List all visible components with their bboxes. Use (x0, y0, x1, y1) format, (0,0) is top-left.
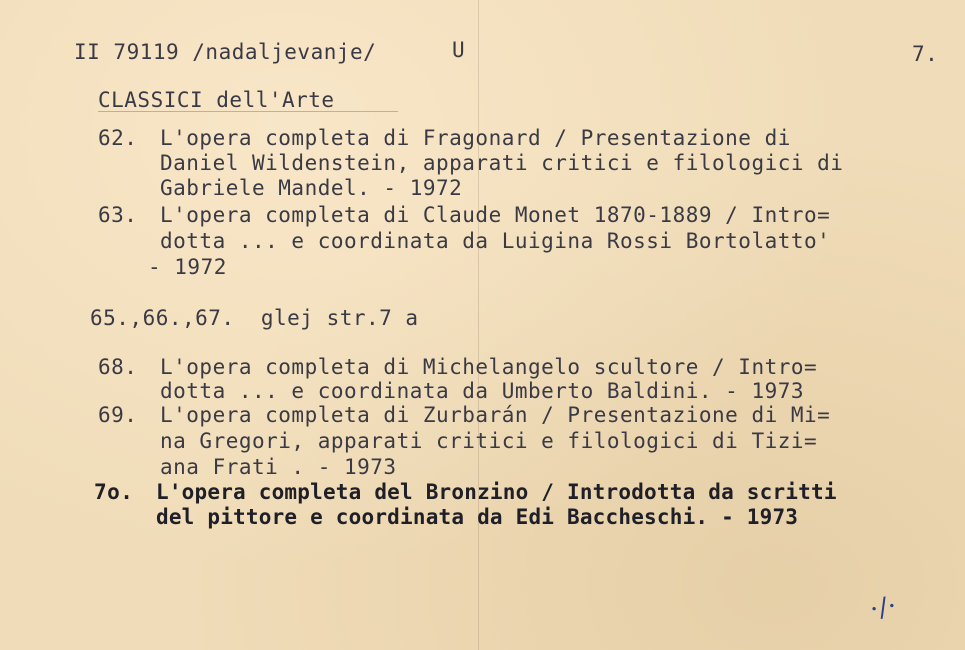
entry-line: L'opera completa di Claude Monet 1870-1889 / Intro= (160, 203, 831, 227)
entry-line: dotta ... e coordinata da Luigina Rossi Bortolatto' (160, 229, 831, 253)
entry-number: 69. (98, 403, 138, 427)
series-title: CLASSICI dell'Arte (98, 88, 335, 112)
paper-crease (478, 0, 479, 650)
entry-line: dotta ... e coordinata da Umberto Baldini. - 1973 (160, 379, 805, 403)
entry-line: L'opera completa di Michelangelo scultore / Intro= (160, 355, 818, 379)
page-number: 7. (912, 42, 939, 66)
handwritten-mark: ·/· (867, 590, 900, 626)
entry-line: Daniel Wildenstein, apparati critici e filologici di (160, 151, 844, 175)
entry-line: del pittore e coordinata da Edi Baccheschi. - 1973 (156, 505, 799, 529)
entry-line: L'opera completa di Fragonard / Presentazione di (160, 126, 791, 150)
cross-reference: 65.,66.,67. glej str.7 a (90, 306, 419, 330)
entry-number: 62. (98, 126, 138, 150)
title-underline (98, 111, 398, 112)
entry-line: Gabriele Mandel. - 1972 (160, 176, 463, 200)
entry-line: - 1972 (148, 255, 227, 279)
catalog-letter: U (452, 38, 466, 62)
catalog-number: II 79119 /nadaljevanje/ (74, 40, 377, 64)
entry-line: L'opera completa del Bronzino / Introdotta da scritti (156, 480, 837, 504)
entry-line: na Gregori, apparati critici e filologici di Tizi= (160, 429, 818, 453)
entry-line: ana Frati . - 1973 (160, 455, 397, 479)
entry-number: 7o. (94, 480, 134, 504)
entry-line: L'opera completa di Zurbarán / Presentazione di Mi= (160, 403, 831, 427)
entry-number: 68. (98, 355, 138, 379)
entry-number: 63. (98, 203, 138, 227)
